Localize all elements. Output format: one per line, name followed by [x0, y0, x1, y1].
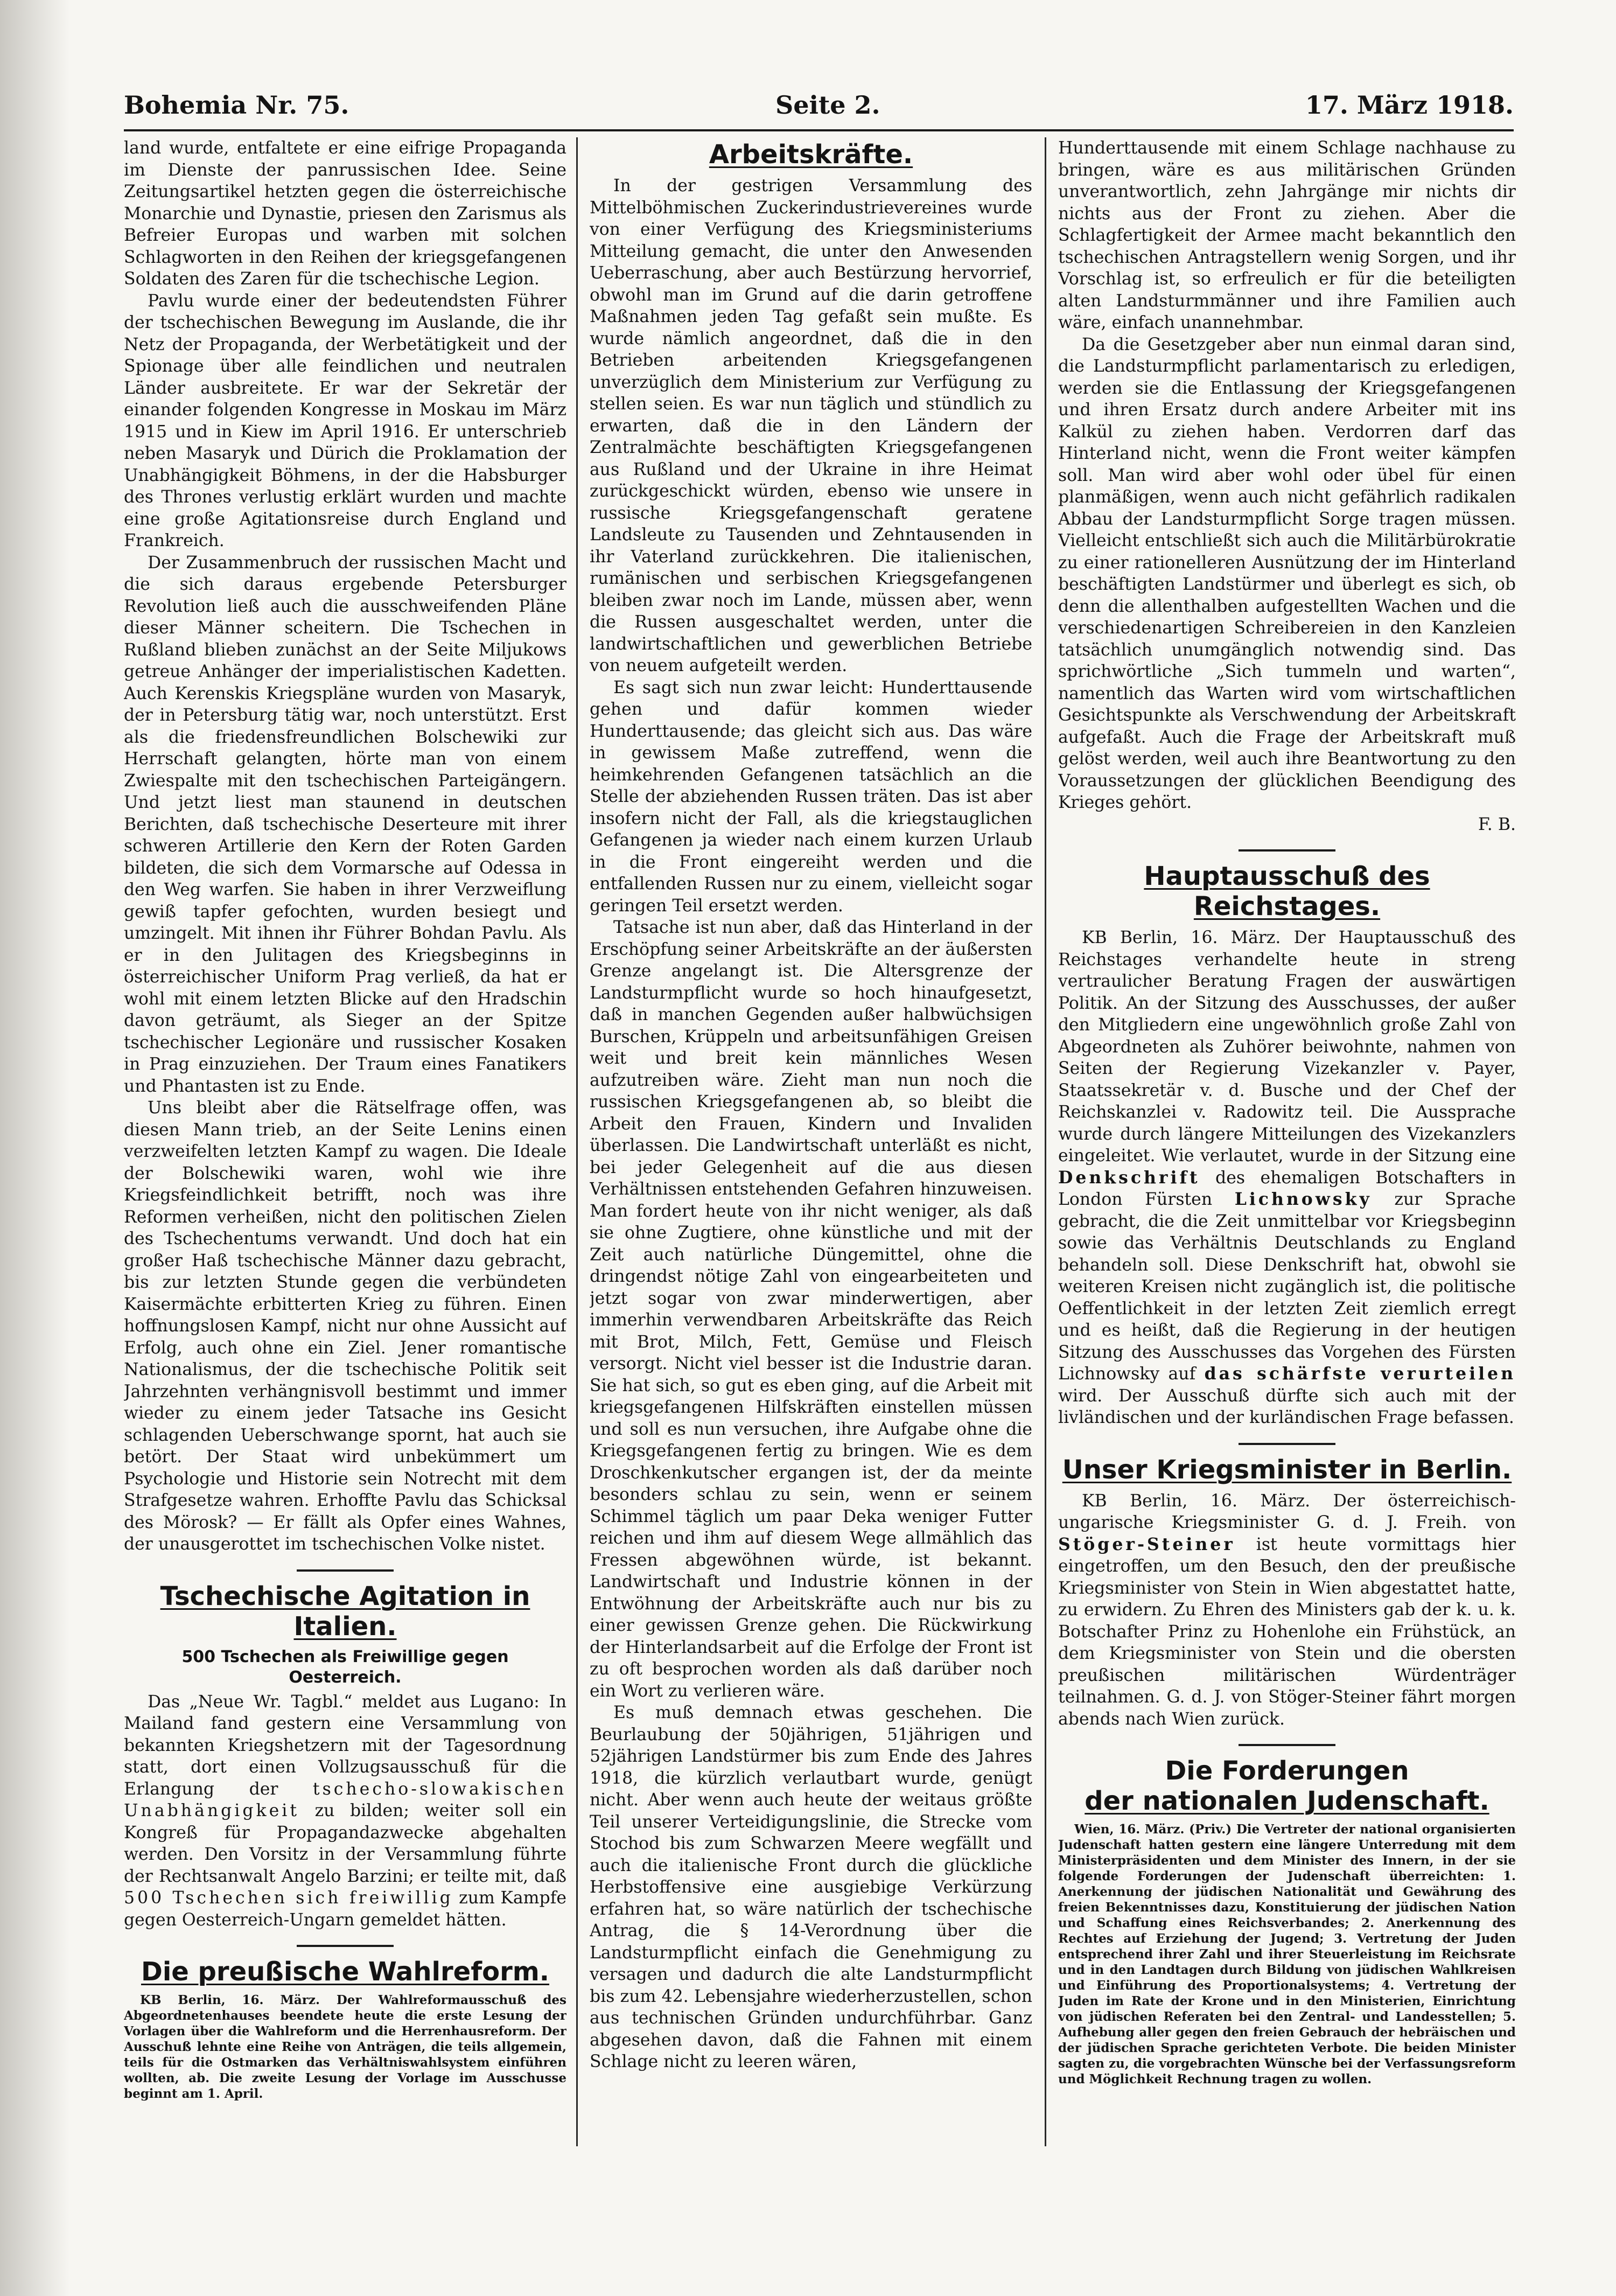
article-paragraph: Wien, 16. März. (Priv.) Die Vertreter der national organisierten Judenschaft hatten gestern eine längere Unterredung mit dem Ministerpräsidenten und dem Minister des Innern, in der sie folgende Forderungen der Judenschaft überreichten: 1. Anerkennung der jüdischen Nationalität und Gewährung des freien Bekenntnisses dazu, Konstituierung der jüdischen Nation und Schaffung eines Reichsverbandes; 2. Anerkennung des Rechtes auf Erziehung der Jugend; 3. Vertretung der Juden entsprechend ihrer Zahl und ihrer Steuerleistung im Reichsrate und in den Landtagen durch Bildung von jüdischen Wahlkreisen und Einführung des Proportionalsystems; 4. Vertretung der Juden im Rate der Krone und in den Ministerien, Einrichtung von jüdischen Referaten bei den Zentral- und Landesstellen; 5. Aufhebung aller gegen den freien Gebrauch der hebräischen und der jüdischen Sprache gerichteten Verbote. Die beiden Minister sagten zu, die vorgebrachten Wünsche bei der Verfassungsreform und Möglichkeit Rechnung tragen zu wollen. [1058, 1822, 1516, 2086]
text-run: zur Sprache gebracht, die die Zeit unmittelbar vor Kriegsbeginn sowie das Verhältnis Deutschlands zu England behandeln soll. Diese Denkschrift hat, obwohl sie weiteren Kreisen nicht zugänglich ist, die politische Oeffentlichkeit in der letzten Zeit ziemlich erregt und es heißt, daß die Regierung in der heutigen Sitzung des Ausschusses das Vorgehen des Fürsten Lichnowsky auf [1058, 1190, 1516, 1384]
article-continued-paragraph: Da die Gesetzgeber aber nun einmal daran sind, die Landsturmpflicht parlamentarisch zu erledigen, werden sie die Entlassung der Kriegsgefangenen und ihren Ersatz durch andere Arbeiter mit ins Kalkül zu ziehen haben. Verdorren darf das Hinterland nicht, wenn die Front weiter kämpfen soll. Man wird aber wohl oder übel für einen planmäßigen, wenn auch nicht gefährlich radikalen Abbau der Landsturmpflicht Sorge tragen müssen. Vielleicht entschließt sich auch die Militärbürokratie zu einer rationelleren Ausnützung der im Hinterland beschäftigten Landstürmer und überlegt es sich, ob denn die allenthalben aufgestellten Wachen und die verschiedenartigen Schreibereien in den Kanzleien tatsächlich unumgänglich notwendig sind. Das sprichwörtliche „Sich tummeln und warten“, namentlich das Warten wird vom wirtschaftlichen Gesichtspunkte als Verschwendung der Arbeitskraft aufgefaßt. Auch die Frage der Arbeitskraft muß gelöst werden, weil auch ihre Beantwortung zu den Voraussetzungen der glücklichen Beendigung des Krieges gehört. [1058, 334, 1516, 812]
column-3 [1058, 137, 1516, 2146]
headline-forderungen-line2: der nationalen Judenschaft. [1085, 1786, 1489, 1816]
column-1 [124, 137, 566, 2146]
article-paragraph [1058, 927, 1516, 1429]
article-separator [1239, 849, 1335, 852]
article-paragraph [1058, 1490, 1516, 1730]
header-page-number: Seite 2. [775, 90, 880, 120]
header-publication: Bohemia Nr. 75. [124, 90, 349, 120]
article-separator [297, 1569, 394, 1572]
text-run: KB Berlin, 16. März. Der Hauptausschuß des Reichstages verhandelte heute in streng vertraulicher Beratung Fragen der auswärtigen Politik. An der Sitzung des Ausschusses, der außer den Mitgliedern eine ungewöhnlich große Zahl von Abgeordneten als Zuhörer beiwohnte, nahmen von Seiten der Regierung Vizekanzler v. Payer, Staatssekretär v. d. Busche und der Chef der Reichskanzlei v. Radowitz teil. Die Aussprache wurde durch längere Mitteilungen des Vizekanzlers eingeleitet. Wie verlautet, wurde in der Sitzung eine [1058, 928, 1516, 1166]
article-paragraph: Es sagt sich nun zwar leicht: Hunderttausende gehen und dafür kommen wieder Hunderttausende; das gleicht sich aus. Das wäre in gewissem Maße zutreffend, wenn die heimkehrenden Gefangenen tatsächlich an die Stelle der abziehenden Russen träten. Das ist aber insofern nicht der Fall, als die kriegstauglichen Gefangenen ja wieder nach einem kurzen Urlaub in die Front eingereiht werden und die entfallenden Russen nur zu einem, vielleicht sogar geringen Teil ersetzt werden. [590, 678, 1032, 916]
column-2 [590, 137, 1032, 2146]
page-header [124, 81, 1514, 131]
text-run: wird. Der Ausschuß dürfte sich auch mit der livländischen und der kurländischen Frage befassen. [1058, 1386, 1516, 1427]
column-rule-1 [576, 137, 578, 2146]
headline-kriegsminister: Unser Kriegsminister in Berlin. [1062, 1454, 1512, 1485]
article-separator [1239, 1443, 1335, 1445]
headline-preussische-wahlreform: Die preußische Wahlreform. [141, 1957, 549, 1987]
small-print-block [1058, 1822, 1516, 2087]
article-separator [297, 1945, 394, 1947]
article-paragraph [124, 1691, 566, 1931]
article-continued-paragraph: Uns bleibt aber die Rätselfrage offen, was diesen Mann trieb, an der Seite Lenins einen verzweifelten letzten Kampf zu wagen. Die Ideale der Bolschewiki waren, wohl wie ihre Kriegsfeindlichkeit betrifft, noch was ihre Reformen verheißen, nicht den politischen Zielen des Tschechentums verwandt. Und doch hat ein großer Haß tschechische Männer dazu gebracht, bis zur letzten Stunde gegen die verbündeten Kaisermächte erbitterten Krieg zu führen. Einen hoffnungslosen Kampf, nicht nur ohne Aussicht auf Erfolg, auch ohne ein Ziel. Jener romantische Nationalismus, der die tschechische Politik seit Jahrzehnten verhängnisvoll bestimmt und immer wieder zu einem jeder Tatsache ins Gesicht schlagenden Ueberschwange spornt, hat auch sie betört. Der Staat wird unbekümmert um Psychologie und Historie sein Notrecht mit dem Strafgesetze wahren. Erhoffte Pavlu das Schicksal des Mörosk? — Er fällt als Opfer eines Wahnes, der unausgerottet im tschechischen Volke nistet. [124, 1098, 566, 1554]
subheadline-freiwillige: 500 Tschechen als Freiwillige gegen Oesterreich. [181, 1647, 509, 1687]
author-signature: F. B. [1478, 814, 1516, 834]
article-continued-paragraph: Pavlu wurde einer der bedeutendsten Führer der tschechischen Bewegung im Auslande, die ihr Netz der Propaganda, der Werbetätigkeit und der Spionage über alle feindlichen und neutralen Länder ausbreitete. Er war der Sekretär der einander folgenden Kongresse in Moskau im März 1915 und in Kiew im April 1916. Er unterschrieb neben Masaryk und Dürich die Proklamation der Unabhängigkeit Böhmens, in der die Habsburger des Thrones verlustig erklärt wurden und machte eine große Agitationsreise durch England und Frankreich. [124, 291, 566, 550]
article-paragraph: KB Berlin, 16. März. Der Wahlreformausschuß des Abgeordnetenhauses beendete heute die erste Lesung der Vorlagen über die Wahlreform und die Herrenhausreform. Der Ausschuß lehnte eine Reihe von Anträgen, die teils allgemein, teils für die Ostmarken das Verhältniswahlsystem einführen wollten, ab. Die zweite Lesung der Vorlage im Ausschusse beginnt am 1. April. [124, 1993, 566, 2101]
article-continued-paragraph: Hunderttausende mit einem Schlage nachhause zu bringen, wäre es aus militärischen Gründen unverantwortlich, zehn Jahrgänge mir nichts dir nichts aus der Front zu ziehen. Aber die Schlagfertigkeit der Armee macht bekanntlich den tschechischen Antragstellern wenig Sorgen, und ihr Vorschlag ist, so erfreulich er für die beteiligten alten Landsturmmänner und ihre Familien auch wäre, einfach unannehmbar. [1058, 138, 1516, 332]
article-separator [1239, 1744, 1335, 1746]
article-continued-paragraph: Der Zusammenbruch der russischen Macht und die sich daraus ergebende Petersburger Revolution ließ auch die ausschweifenden Pläne dieser Männer scheitern. Die Tschechen in Rußland blieben zunächst an der Seite Miljukows getreue Anhänger der imperialistischen Kadetten. Auch Kerenskis Kriegspläne wurden von Masaryk, der in Petersburg tätig war, noch unterstützt. Erst als die friedensfreundlichen Bolschewiki zur Herrschaft gelangten, hörte man von einem Zwiespalte mit den tschechischen Parteigängern. Und jetzt liest man staunend in deutschen Berichten, daß tschechische Deserteure mit ihrer schweren Artillerie den Kern der Roten Garden bildeten, die sich dem Vormarsche auf Odessa in den Weg warfen. Sie haben in ihrer Verzweiflung gewiß tapfer gefochten, wurden besiegt und umzingelt. Mit ihnen ihr Führer Bohdan Pavlu. Als er in den Julitagen des Kriegsbeginns in österreichischer Uniform Prag verließ, da hat er wohl mit einem letzten Blicke auf den Hradschin davon geträumt, als Sieger an der Spitze tschechischer Legionäre und russischer Kosaken in Prag einzuziehen. Der Traum eines Fanatikers und Phantasten ist zu Ende. [124, 553, 566, 1096]
headline-forderungen-line1: Die Forderungen [1165, 1756, 1409, 1786]
headline-arbeitskraefte: Arbeitskräfte. [709, 139, 913, 170]
article-paragraph: In der gestrigen Versammlung des Mittelböhmischen Zuckerindustrievereines wurde von einer Verfügung des Kriegsministeriums Mitteilung gemacht, die unter den Anwesenden Ueberraschung, aber auch Bestürzung hervorrief, obwohl man im Grund auf die darin getroffene Maßnahmen jeden Tag gefaßt sein mußte. Es wurde nämlich angeordnet, daß die in den Betrieben arbeitenden Kriegsgefangenen unverzüglich dem Ministerium zur Verfügung zu stellen seien. Es war nun täglich und stündlich zu erwarten, daß die in den Ländern der Zentralmächte beschäftigten Kriegsgefangenen aus Rußland und der Ukraine in ihre Heimat zurückgeschickt würden, ebenso wie unsere in russische Kriegsgefangenschaft geratene Landsleute zu Tausenden und Zehntausenden in ihr Vaterland zurückkehren. Die italienischen, rumänischen und serbischen Kriegsgefangenen bleiben zwar noch im Lande, müssen aber, wenn die Russen ausgeschaltet werden, unter die landwirtschaftlichen und gewerblichen Betriebe von neuem aufgeteilt werden. [590, 176, 1032, 675]
headline-tschechische-agitation: Tschechische Agitation in Italien. [160, 1581, 530, 1642]
emphasis-spaced: 500 Tschechen sich freiwillig [124, 1888, 453, 1908]
article-continued-paragraph: land wurde, entfaltete er eine eifrige Propaganda im Dienste der panrussischen Idee. Seine Zeitungsartikel hetzten gegen die österreichische Monarchie und Dynastie, priesen den Zarismus als Befreier Europas und warben mit solchen Schlagworten in den Reihen der kriegsgefangenen Soldaten des Zaren für die tschechische Legion. [124, 138, 566, 289]
emphasis-spaced: Denkschrift [1058, 1167, 1200, 1188]
emphasis-spaced: tschecho-slowakischen Unabhängigkeit [124, 1779, 566, 1820]
emphasis-spaced: Stöger-Steiner [1058, 1534, 1235, 1554]
article-paragraph: Es muß demnach etwas geschehen. Die Beurlaubung der 50jährigen, 51jährigen und 52jährigen Landstürmer bis zum Ende des Jahres 1918, die kürzlich verlautbart wurde, genügt nicht. Aber wenn auch heute der weitaus größte Teil unserer Verteidigungslinie, die Strecke vom Stochod bis zum Schwarzen Meere wegfällt und auch die italienische Front durch die glückliche Herbstoffensive eine ausgiebige Verkürzung erfahren hat, so wäre natürlich der tschechische Antrag, die § 14-Verordnung über die Landsturmpflicht einfach die Genehmigung zu versagen und dadurch die alte Landsturmpflicht bis zum 42. Lebensjahre wiederherzustellen, schon aus technischen Gründen undurchführbar. Ganz abgesehen davon, daß die Fahnen mit einem Schlage nicht zu leeren wären, [590, 1703, 1032, 2071]
column-rule-2 [1045, 137, 1046, 2146]
text-run: des ehemaligen Botschafters in London Fürsten [1058, 1168, 1516, 1209]
article-paragraph: Tatsache ist nun aber, daß das Hinterland in der Erschöpfung seiner Arbeitskräfte an der äußersten Grenze angelangt ist. Die Altersgrenze der Landsturmpflicht wurde so hoch hinaufgesetzt, daß in manchen Gegenden außer halbwüchsigen Burschen, Krüppeln und arbeitsunfähigen Greisen weit und breit kein männliches Wesen aufzutreiben wäre. Zieht man nun noch die russischen Kriegsgefangenen ab, so bleibt die Arbeit den Frauen, Kindern und Invaliden überlassen. Die Landwirtschaft unterläßt es nicht, bei jeder Gelegenheit auf die aus diesen Verhältnissen entstehenden Gefahren hinzuweisen. Man fordert heute von ihr nicht weniger, als daß sie ohne Zugtiere, ohne künstliche und mit der Zeit auch natürliche Düngemittel, ohne die dringendst nötige Zahl von eingearbeiteten und jetzt sogar von zwar minderwertigen, aber immerhin verwendbaren Arbeitskräfte das Reich mit Brot, Milch, Fett, Gemüse und Fleisch versorgt. Nicht viel besser ist die Industrie daran. Sie hat sich, so gut es eben ging, auf die Arbeit mit kriegsgefangenen Hilfskräften einstellen müssen und soll es nun versuchen, ihre Aufgabe ohne die Kriegsgefangenen fertig zu bringen. Wie es dem Droschkenkutscher ergangen ist, der da meinte besonders schlau zu sein, wenn er seinem Schimmel täglich um paar Deka weniger Futter reichen und ihm auf diesem Wege allmählich das Fressen abgewöhnen würde, ist bekannt. Landwirtschaft und Industrie können in der Entwöhnung der Arbeitskräfte auch nur bis zu einer gewissen Grenze gehen. Die Rückwirkung der Hinterlandsarbeit auf die Erfolge der Front ist zu oft besprochen worden als daß darüber noch ein Wort zu verlieren wäre. [590, 918, 1032, 1701]
text-run: KB Berlin, 16. März. Der österreichisch-ungarische Kriegsminister G. d. J. Freih. von [1058, 1491, 1516, 1532]
small-print-block [124, 1992, 566, 2102]
header-date: 17. März 1918. [1305, 90, 1514, 120]
emphasis-spaced: Lichnowsky [1234, 1189, 1372, 1209]
headline-hauptausschuss: Hauptausschuß des Reichstages. [1144, 861, 1430, 922]
emphasis-spaced: das schärfste verurteilen [1204, 1364, 1516, 1384]
text-run: zu bilden; weiter soll ein Kongreß für Propagandazwecke abgehalten werden. Den Vorsitz in der Versammlung führte der Rechtsanwalt Angelo Barzini; er teilte mit, daß [124, 1801, 566, 1886]
text-run: Das „Neue Wr. Tagbl.“ meldet aus Lugano: In Mailand fand gestern eine Versammlung von bekannten Kriegshetzern mit der Tagesordnung statt, dort einen Vollzugsausschuß für die Erlangung der [124, 1692, 566, 1799]
text-run: zum Kampfe gegen Oesterreich-Ungarn gemeldet hätten. [124, 1888, 566, 1930]
text-run: ist heute vormittags hier eingetroffen, um den Besuch, den der preußische Kriegsminister von Stein in Wien abgestattet hatte, zu erwidern. Zu Ehren des Ministers gab der k. u. k. Botschafter Prinz zu Hohenlohe ein Frühstück, an dem Kriegsminister von Stein und die obersten preußischen militärischen Würdenträger teilnahmen. G. d. J. von Stöger-Steiner fährt morgen abends nach Wien zurück. [1058, 1534, 1516, 1729]
page-edge-shadow [0, 0, 70, 2296]
